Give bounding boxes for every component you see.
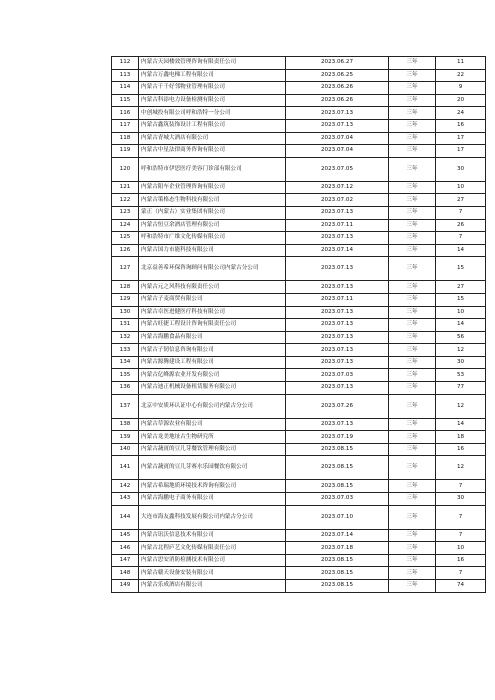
- date-cell: 2023.07.14: [286, 529, 389, 542]
- count-cell: 27: [436, 194, 486, 207]
- count-cell: 30: [436, 493, 486, 506]
- term-cell: 三年: [389, 82, 436, 95]
- date-cell: 2023.07.14: [286, 244, 389, 257]
- date-cell: 2023.07.26: [286, 394, 389, 418]
- count-cell: 24: [436, 107, 486, 120]
- term-cell: 三年: [389, 567, 436, 580]
- date-cell: 2023.07.19: [286, 431, 389, 444]
- table-row: [112, 119, 486, 132]
- row-number-cell: 134: [112, 356, 139, 369]
- table-row: [112, 394, 486, 418]
- table-row: [112, 331, 486, 344]
- row-number-cell: 127: [112, 257, 139, 281]
- count-cell: 12: [436, 394, 486, 418]
- company-name-cell: 内蒙古策格态生物科技有限公司: [139, 194, 286, 207]
- count-cell: 15: [436, 257, 486, 281]
- term-cell: 三年: [389, 456, 436, 480]
- date-cell: 2023.07.12: [286, 181, 389, 194]
- company-name-cell: 大连市海友鑫科技发展有限公司内蒙古分公司: [139, 505, 286, 529]
- row-number-cell: 136: [112, 382, 139, 395]
- count-cell: 7: [436, 567, 486, 580]
- table-row: [112, 82, 486, 95]
- date-cell: 2023.06.26: [286, 94, 389, 107]
- count-cell: 15: [436, 293, 486, 306]
- company-name-cell: 内蒙古千千好邻物业管理有限公司: [139, 82, 286, 95]
- table-row: [112, 181, 486, 194]
- company-name-cell: 内蒙古卓医进健医疗科技有限公司: [139, 306, 286, 319]
- term-cell: 三年: [389, 57, 436, 70]
- term-cell: 三年: [389, 431, 436, 444]
- table-row: [112, 257, 486, 281]
- table-row: [112, 418, 486, 431]
- term-cell: 三年: [389, 219, 436, 232]
- table-row: [112, 554, 486, 567]
- count-cell: 12: [436, 456, 486, 480]
- table-row: [112, 480, 486, 493]
- term-cell: 三年: [389, 69, 436, 82]
- date-cell: 2023.07.13: [286, 331, 389, 344]
- row-number-cell: 138: [112, 418, 139, 431]
- term-cell: 三年: [389, 145, 436, 158]
- count-cell: 16: [436, 119, 486, 132]
- row-number-cell: 139: [112, 431, 139, 444]
- date-cell: 2023.08.15: [286, 443, 389, 456]
- row-number-cell: 125: [112, 232, 139, 245]
- date-cell: 2023.07.05: [286, 157, 389, 181]
- row-number-cell: 149: [112, 580, 139, 593]
- company-name-cell: 内蒙古蔬賓的豆儿芽赛水乐园餐饮有限公司: [139, 456, 286, 480]
- table-row: [112, 194, 486, 207]
- company-name-cell: 内蒙古恒豆余酒店管理有限公司: [139, 219, 286, 232]
- count-cell: 9: [436, 82, 486, 95]
- table-row: [112, 219, 486, 232]
- table-row: [112, 580, 486, 593]
- date-cell: 2023.07.13: [286, 257, 389, 281]
- count-cell: 74: [436, 580, 486, 593]
- company-name-cell: 内蒙古北程庐艺文化传媒有限责任公司: [139, 542, 286, 555]
- table-row: [112, 431, 486, 444]
- company-name-cell: 内蒙古赣天设备安装有限公司: [139, 567, 286, 580]
- row-number-cell: 130: [112, 306, 139, 319]
- count-cell: 10: [436, 306, 486, 319]
- term-cell: 三年: [389, 418, 436, 431]
- company-name-cell: 内蒙古迪正机械设备租赁服务有限公司: [139, 382, 286, 395]
- company-name-cell: 内蒙古蔬賓的豆儿芽餐饮管理有限公司: [139, 443, 286, 456]
- count-cell: 14: [436, 244, 486, 257]
- date-cell: 2023.06.26: [286, 82, 389, 95]
- company-name-cell: 内蒙古旺捷工程设计咨询有限责任公司: [139, 319, 286, 332]
- date-cell: 2023.08.15: [286, 567, 389, 580]
- date-cell: 2023.07.18: [286, 542, 389, 555]
- count-cell: 17: [436, 145, 486, 158]
- date-cell: 2023.07.11: [286, 293, 389, 306]
- company-name-cell: 内蒙古亿峰源农业开发有限公司: [139, 369, 286, 382]
- count-cell: 11: [436, 57, 486, 70]
- term-cell: 三年: [389, 394, 436, 418]
- row-number-cell: 141: [112, 456, 139, 480]
- term-cell: 三年: [389, 382, 436, 395]
- count-cell: 7: [436, 232, 486, 245]
- table-row: [112, 382, 486, 395]
- table-row: [112, 505, 486, 529]
- date-cell: 2023.07.13: [286, 206, 389, 219]
- company-name-cell: 内蒙古元之风科技有限责任公司: [139, 281, 286, 294]
- table-row: [112, 244, 486, 257]
- table-row: [112, 356, 486, 369]
- date-cell: 2023.07.13: [286, 319, 389, 332]
- count-cell: 20: [436, 94, 486, 107]
- date-cell: 2023.06.27: [286, 57, 389, 70]
- count-cell: 56: [436, 331, 486, 344]
- row-number-cell: 118: [112, 132, 139, 145]
- term-cell: 三年: [389, 580, 436, 593]
- row-number-cell: 119: [112, 145, 139, 158]
- row-number-cell: 123: [112, 206, 139, 219]
- date-cell: 2023.07.04: [286, 132, 389, 145]
- row-number-cell: 126: [112, 244, 139, 257]
- company-name-cell: 中创城投有限公司呼和浩特一分公司: [139, 107, 286, 120]
- row-number-cell: 132: [112, 331, 139, 344]
- date-cell: 2023.07.13: [286, 119, 389, 132]
- row-number-cell: 112: [112, 57, 139, 70]
- term-cell: 三年: [389, 206, 436, 219]
- date-cell: 2023.08.15: [286, 480, 389, 493]
- date-cell: 2023.07.13: [286, 344, 389, 357]
- company-name-cell: 内蒙古鑫筑装饰设计工程有限公司: [139, 119, 286, 132]
- date-cell: 2023.07.13: [286, 356, 389, 369]
- term-cell: 三年: [389, 244, 436, 257]
- term-cell: 三年: [389, 369, 436, 382]
- row-number-cell: 117: [112, 119, 139, 132]
- company-name-cell: 内蒙古希瑞地质环境技术咨询有限公司: [139, 480, 286, 493]
- row-number-cell: 142: [112, 480, 139, 493]
- company-name-cell: 内蒙古科添电力设备检测有限公司: [139, 94, 286, 107]
- row-number-cell: 129: [112, 293, 139, 306]
- company-name-cell: 呼和浩特市伊思医疗美容门诊部有限公司: [139, 157, 286, 181]
- date-cell: 2023.06.25: [286, 69, 389, 82]
- table-row: [112, 493, 486, 506]
- term-cell: 三年: [389, 554, 436, 567]
- company-name-cell: 内蒙古子麦商贸有限公司: [139, 293, 286, 306]
- term-cell: 三年: [389, 356, 436, 369]
- row-number-cell: 146: [112, 542, 139, 555]
- count-cell: 7: [436, 529, 486, 542]
- count-cell: 26: [436, 219, 486, 232]
- table-row: [112, 319, 486, 332]
- term-cell: 三年: [389, 119, 436, 132]
- company-name-cell: 内蒙古源腾建设工程有限公司: [139, 356, 286, 369]
- table-row: [112, 145, 486, 158]
- count-cell: 30: [436, 356, 486, 369]
- table-row: [112, 132, 486, 145]
- table-row: [112, 542, 486, 555]
- term-cell: 三年: [389, 107, 436, 120]
- count-cell: 30: [436, 157, 486, 181]
- date-cell: 2023.07.13: [286, 232, 389, 245]
- date-cell: 2023.07.11: [286, 219, 389, 232]
- table-row: [112, 443, 486, 456]
- term-cell: 三年: [389, 281, 436, 294]
- company-name-cell: 内蒙古天园楼效管理咨询有限责任公司: [139, 57, 286, 70]
- row-number-cell: 144: [112, 505, 139, 529]
- company-name-cell: 内蒙古国力市能科技有限公司: [139, 244, 286, 257]
- date-cell: 2023.07.13: [286, 281, 389, 294]
- term-cell: 三年: [389, 344, 436, 357]
- company-name-cell: 内蒙古龙美地址古生物研究所: [139, 431, 286, 444]
- count-cell: 10: [436, 181, 486, 194]
- company-name-cell: 内蒙古中星法律商务咨询有限公司: [139, 145, 286, 158]
- term-cell: 三年: [389, 319, 436, 332]
- count-cell: 53: [436, 369, 486, 382]
- term-cell: 三年: [389, 181, 436, 194]
- table-row: [112, 107, 486, 120]
- table-row: [112, 456, 486, 480]
- date-cell: 2023.07.13: [286, 382, 389, 395]
- company-name-cell: 内蒙古海鹏食品有限公司: [139, 331, 286, 344]
- count-cell: 18: [436, 431, 486, 444]
- company-name-cell: 内蒙古阳车企业管理咨询有限公司: [139, 181, 286, 194]
- company-name-cell: 内蒙古海鹏电子商务有限公司: [139, 493, 286, 506]
- row-number-cell: 131: [112, 319, 139, 332]
- company-name-cell: 内蒙古青城大酒店有限公司: [139, 132, 286, 145]
- term-cell: 三年: [389, 306, 436, 319]
- count-cell: 7: [436, 480, 486, 493]
- company-name-cell: 蒙正（内蒙古）实业集团有限公司: [139, 206, 286, 219]
- row-number-cell: 137: [112, 394, 139, 418]
- row-number-cell: 147: [112, 554, 139, 567]
- row-number-cell: 124: [112, 219, 139, 232]
- term-cell: 三年: [389, 157, 436, 181]
- table-row: [112, 369, 486, 382]
- term-cell: 三年: [389, 194, 436, 207]
- table-row: [112, 57, 486, 70]
- row-number-cell: 140: [112, 443, 139, 456]
- count-cell: 17: [436, 132, 486, 145]
- date-cell: 2023.07.04: [286, 145, 389, 158]
- row-number-cell: 115: [112, 94, 139, 107]
- row-number-cell: 113: [112, 69, 139, 82]
- term-cell: 三年: [389, 232, 436, 245]
- table-row: [112, 567, 486, 580]
- count-cell: 7: [436, 206, 486, 219]
- count-cell: 27: [436, 281, 486, 294]
- count-cell: 77: [436, 382, 486, 395]
- count-cell: 16: [436, 443, 486, 456]
- row-number-cell: 143: [112, 493, 139, 506]
- date-cell: 2023.07.13: [286, 306, 389, 319]
- company-name-cell: 北京中安质环认证中心有限公司内蒙古分公司: [139, 394, 286, 418]
- registry-table: [111, 56, 486, 593]
- table-row: [112, 281, 486, 294]
- table-row: [112, 69, 486, 82]
- date-cell: 2023.08.15: [286, 580, 389, 593]
- term-cell: 三年: [389, 493, 436, 506]
- term-cell: 三年: [389, 505, 436, 529]
- count-cell: 12: [436, 344, 486, 357]
- table-row: [112, 344, 486, 357]
- row-number-cell: 135: [112, 369, 139, 382]
- company-name-cell: 内蒙古思安消防检测技术有限公司: [139, 554, 286, 567]
- count-cell: 22: [436, 69, 486, 82]
- row-number-cell: 120: [112, 157, 139, 181]
- date-cell: 2023.08.15: [286, 456, 389, 480]
- term-cell: 三年: [389, 132, 436, 145]
- row-number-cell: 128: [112, 281, 139, 294]
- count-cell: 10: [436, 542, 486, 555]
- term-cell: 三年: [389, 257, 436, 281]
- row-number-cell: 114: [112, 82, 139, 95]
- date-cell: 2023.07.13: [286, 107, 389, 120]
- row-number-cell: 121: [112, 181, 139, 194]
- table-row: [112, 529, 486, 542]
- row-number-cell: 145: [112, 529, 139, 542]
- table-row: [112, 232, 486, 245]
- count-cell: 14: [436, 418, 486, 431]
- row-number-cell: 116: [112, 107, 139, 120]
- term-cell: 三年: [389, 443, 436, 456]
- date-cell: 2023.08.15: [286, 554, 389, 567]
- date-cell: 2023.07.03: [286, 369, 389, 382]
- term-cell: 三年: [389, 542, 436, 555]
- table-row: [112, 306, 486, 319]
- count-cell: 7: [436, 505, 486, 529]
- date-cell: 2023.07.10: [286, 505, 389, 529]
- row-number-cell: 148: [112, 567, 139, 580]
- date-cell: 2023.07.03: [286, 493, 389, 506]
- company-name-cell: 内蒙古草源农业有限公司: [139, 418, 286, 431]
- term-cell: 三年: [389, 480, 436, 493]
- company-name-cell: 北京益善希环保咨询顾问有限公司内蒙古分公司: [139, 257, 286, 281]
- table-row: [112, 293, 486, 306]
- registry-table-body: [112, 57, 486, 593]
- company-name-cell: 内蒙古万鑫电梯工程有限公司: [139, 69, 286, 82]
- term-cell: 三年: [389, 94, 436, 107]
- row-number-cell: 133: [112, 344, 139, 357]
- company-name-cell: 内蒙古乐成酒店有限公司: [139, 580, 286, 593]
- company-name-cell: 内蒙古讯沃信息技术有限公司: [139, 529, 286, 542]
- table-row: [112, 94, 486, 107]
- row-number-cell: 122: [112, 194, 139, 207]
- company-name-cell: 内蒙古子韧信息咨询有限公司: [139, 344, 286, 357]
- company-name-cell: 呼和浩特市广维文化传媒有限公司: [139, 232, 286, 245]
- table-row: [112, 206, 486, 219]
- count-cell: 14: [436, 319, 486, 332]
- date-cell: 2023.07.02: [286, 194, 389, 207]
- term-cell: 三年: [389, 529, 436, 542]
- table-row: [112, 157, 486, 181]
- term-cell: 三年: [389, 331, 436, 344]
- date-cell: 2023.07.13: [286, 418, 389, 431]
- term-cell: 三年: [389, 293, 436, 306]
- count-cell: 16: [436, 554, 486, 567]
